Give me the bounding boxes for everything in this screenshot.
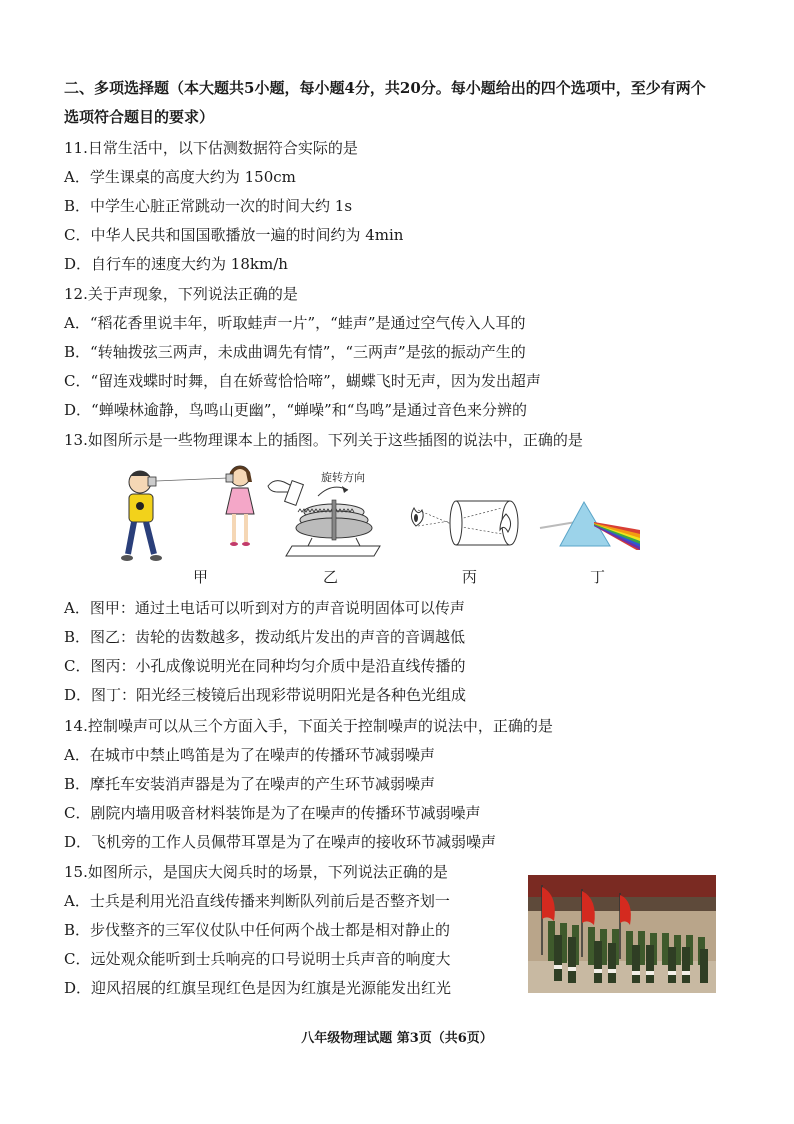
section-title-line1: 二、多项选择题（本大题共5小题，每小题4分，共20分。每小题给出的四个选项中，至少有两个	[64, 79, 706, 97]
q15-option-c: C．远处观众能听到士兵响亮的口号说明士兵声音的响度大	[64, 950, 451, 968]
q14-option-c: C．剧院内墙用吸音材料装饰是为了在噪声的传播环节减弱噪声	[64, 804, 481, 822]
q11-option-a: A．学生课桌的高度大约为 150cm	[64, 168, 296, 186]
q14-option-d: D．飞机旁的工作人员佩带耳罩是为了在噪声的接收环节减弱噪声	[64, 833, 497, 851]
q15-option-d: D．迎风招展的红旗呈现红色是因为红旗是光源能发出红光	[64, 979, 452, 997]
q12-option-d: D．“蝉噪林逾静，鸟鸣山更幽”，“蝉噪”和“鸟鸣”是通过音色来分辨的	[64, 401, 528, 419]
figure-label-ding: 丁	[590, 568, 606, 586]
q12-option-c: C．“留连戏蝶时时舞，自在娇莺恰恰啼”，蝴蝶飞时无声，因为发出超声	[64, 372, 541, 390]
q12-option-b: B．“转轴拨弦三两声，未成曲调先有情”，“三两声”是弦的振动产生的	[64, 343, 526, 361]
q14-option-b: B．摩托车安装消声器是为了在噪声的产生环节减弱噪声	[64, 775, 436, 793]
figure-bing-pinhole	[404, 496, 526, 554]
q15-stem: 15.如图所示，是国庆大阅兵时的场景，下列说法正确的是	[64, 863, 448, 881]
q13-stem: 13.如图所示是一些物理课本上的插图。下列关于这些插图的说法中，正确的是	[64, 431, 583, 449]
q13-option-c: C．图丙：小孔成像说明光在同种均匀介质中是沿直线传播的	[64, 657, 466, 675]
parade-photo	[528, 875, 716, 993]
q15-option-a: A．士兵是利用光沿直线传播来判断队列前后是否整齐划一	[64, 892, 450, 910]
q12-stem: 12.关于声现象，下列说法正确的是	[64, 285, 298, 303]
q14-stem: 14.控制噪声可以从三个方面入手，下面关于控制噪声的说法中，正确的是	[64, 717, 553, 735]
figure-jia-can-phone	[118, 458, 278, 580]
q11-option-d: D．自行车的速度大约为 18km/h	[64, 255, 288, 273]
q11-stem: 11.日常生活中，以下估测数据符合实际的是	[64, 139, 358, 157]
q11-option-b: B．中学生心脏正常跳动一次的时间大约 1s	[64, 197, 353, 215]
section-title-line2: 选项符合题目的要求）	[64, 108, 215, 126]
q15-option-b: B．步伐整齐的三军仪仗队中任何两个战士都是相对静止的	[64, 921, 451, 939]
figure-label-jia: 甲	[193, 568, 209, 586]
figure-ding-prism	[538, 500, 642, 550]
figure-label-yi: 乙	[323, 568, 339, 586]
page-footer: 八年级物理试题 第3页（共6页）	[301, 1031, 493, 1046]
q13-option-a: A．图甲：通过土电话可以听到对方的声音说明固体可以传声	[64, 599, 465, 617]
q11-option-c: C．中华人民共和国国歌播放一遍的时间约为 4min	[64, 226, 404, 244]
q12-option-a: A．“稻花香里说丰年，听取蛙声一片”，“蛙声”是通过空气传入人耳的	[64, 314, 526, 332]
q14-option-a: A．在城市中禁止鸣笛是为了在噪声的传播环节减弱噪声	[64, 746, 435, 764]
figure-label-bing: 丙	[462, 568, 478, 586]
q13-option-d: D．图丁：阳光经三棱镜后出现彩带说明阳光是各种色光组成	[64, 686, 467, 704]
q13-option-b: B．图乙：齿轮的齿数越多，拨动纸片发出的声音的音调越低	[64, 628, 466, 646]
rotation-direction-label: 旋转方向	[321, 471, 365, 484]
